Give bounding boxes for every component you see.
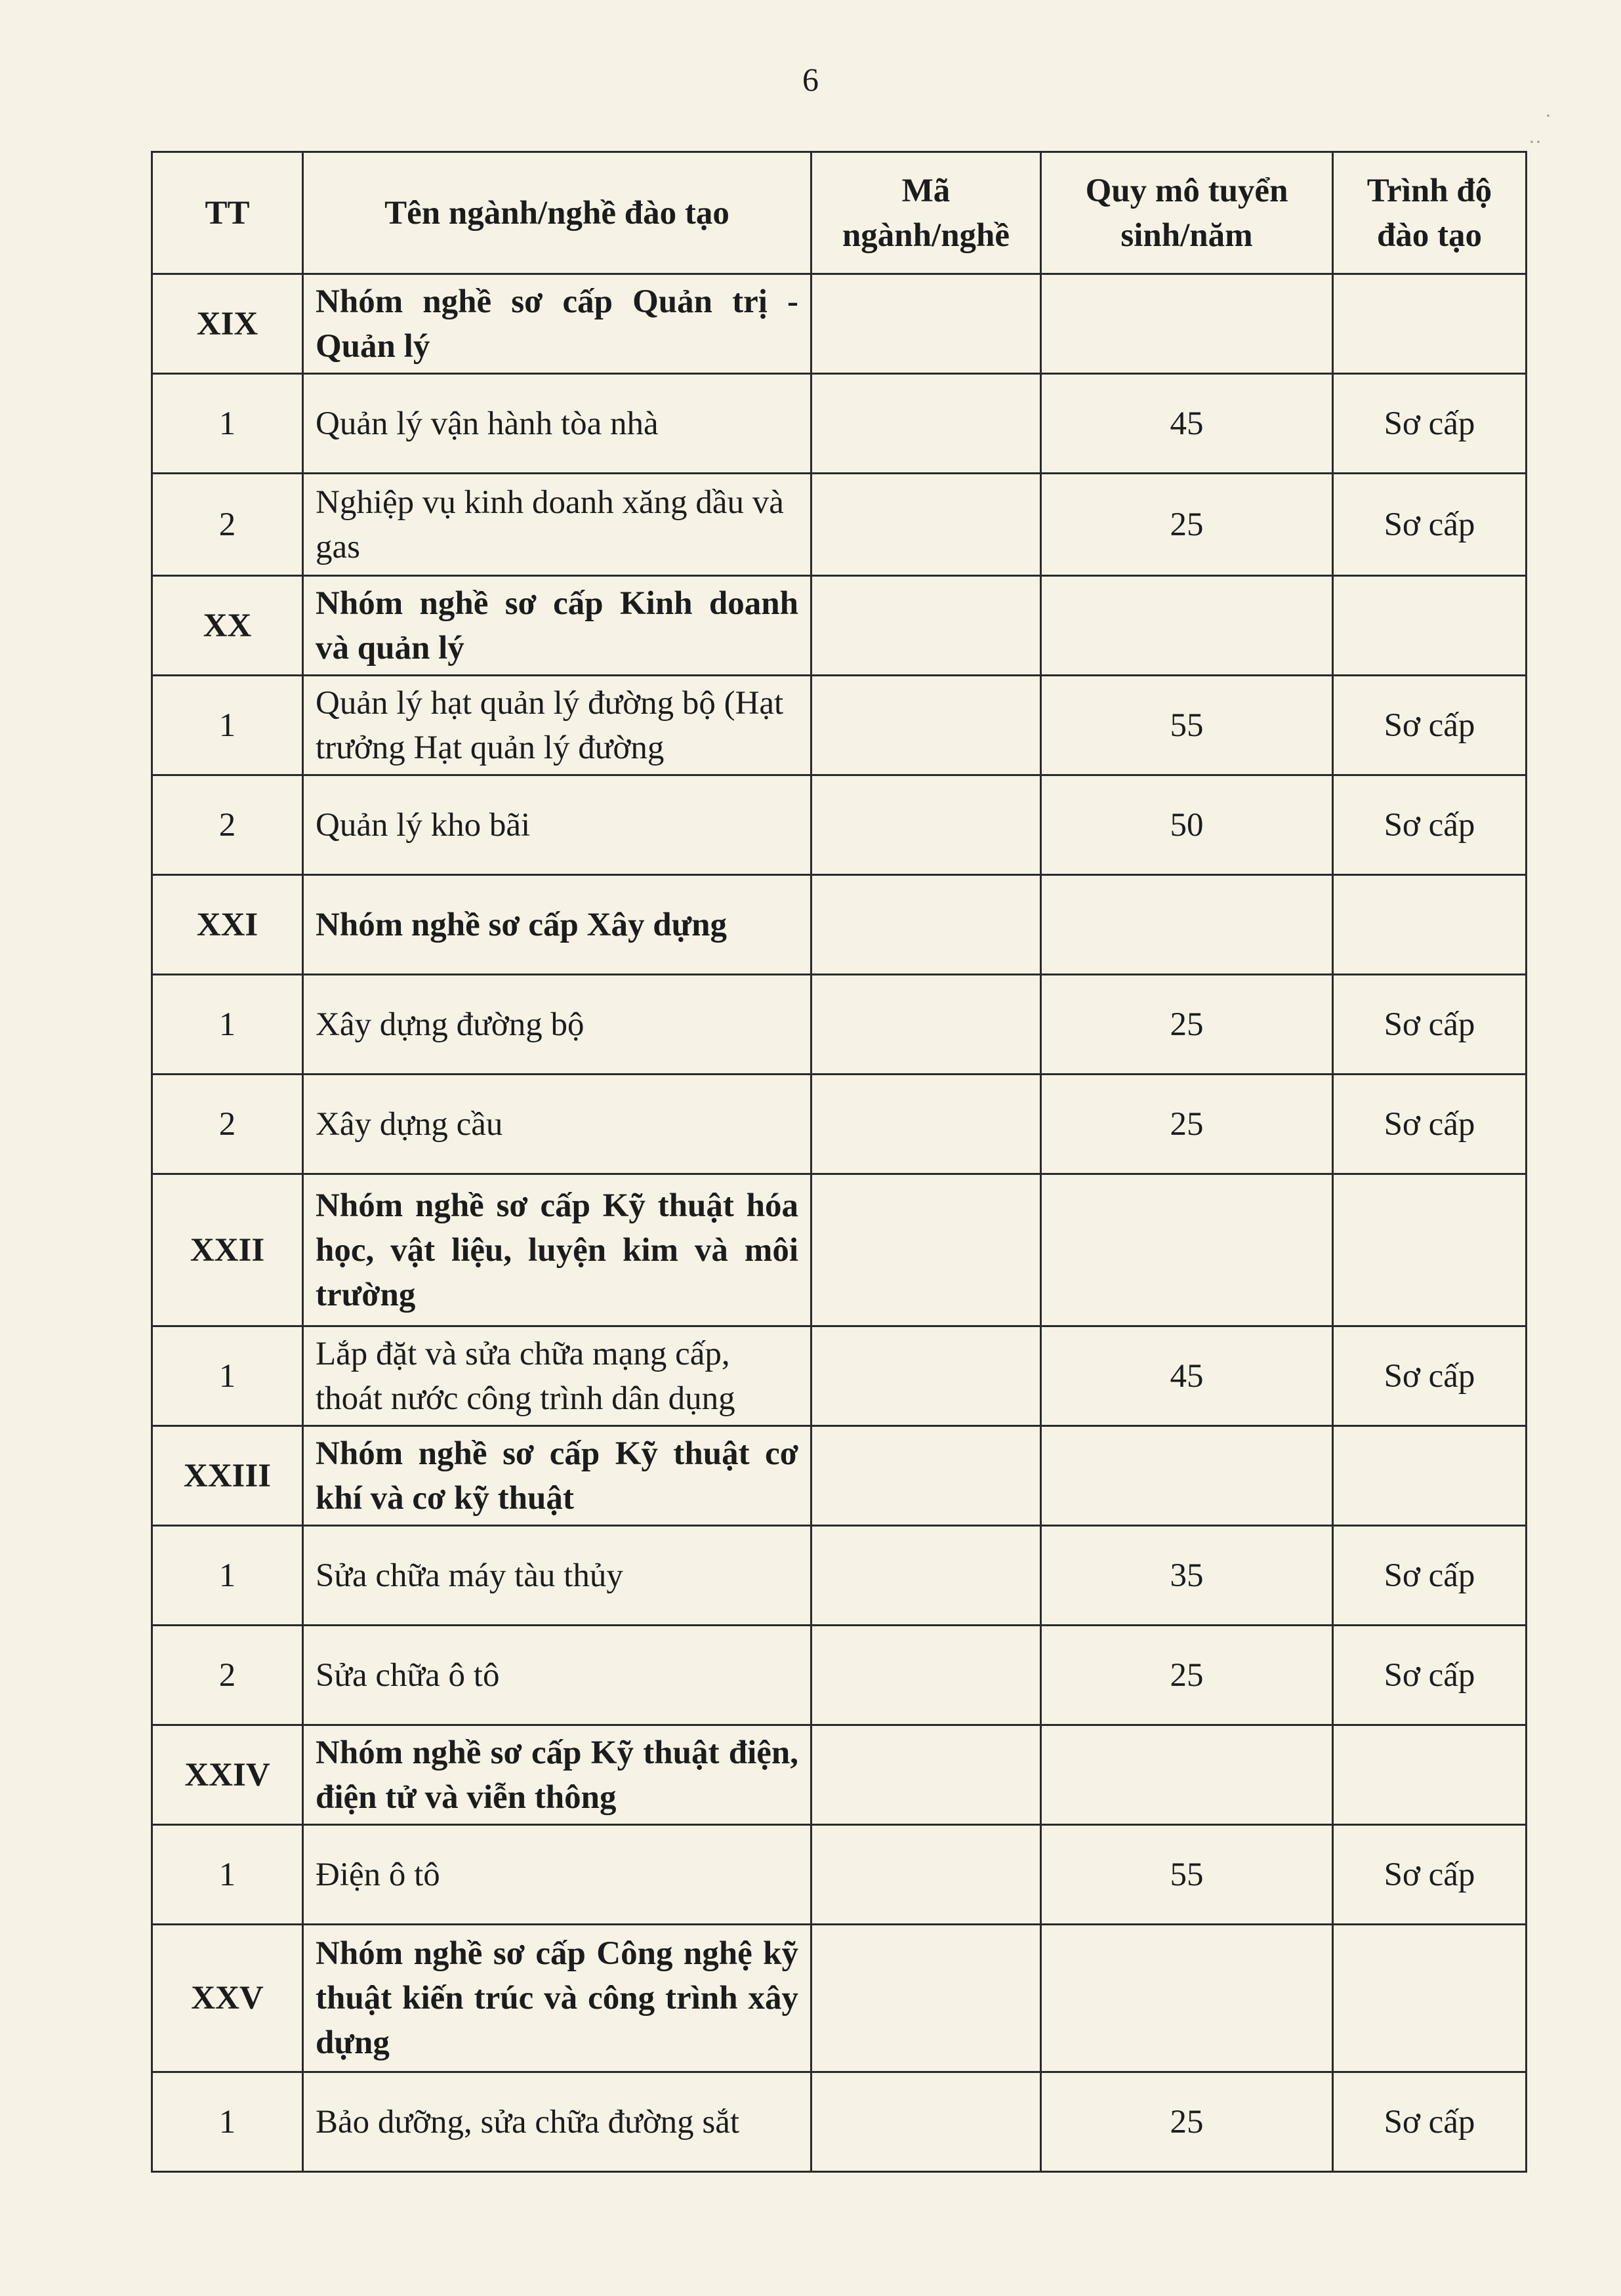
header-tt: TT — [152, 152, 303, 274]
cell-tt: XXIV — [152, 1725, 303, 1825]
cell-name: Nhóm nghề sơ cấp Xây dựng — [303, 875, 811, 975]
cell-level — [1333, 1725, 1527, 1825]
header-qty: Quy mô tuyển sinh/năm — [1041, 152, 1333, 274]
cell-level: Sơ cấp — [1333, 2072, 1527, 2172]
cell-name: Sửa chữa máy tàu thủy — [303, 1526, 811, 1626]
cell-tt: 1 — [152, 374, 303, 474]
header-code: Mã ngành/nghề — [811, 152, 1041, 274]
cell-name: Quản lý kho bãi — [303, 775, 811, 875]
cell-tt: 2 — [152, 775, 303, 875]
cell-code — [811, 1326, 1041, 1426]
cell-code — [811, 1725, 1041, 1825]
table-group-row — [152, 1426, 1527, 1526]
cell-code — [811, 1825, 1041, 1925]
cell-qty: 50 — [1041, 775, 1333, 875]
cell-level — [1333, 1426, 1527, 1526]
cell-level — [1333, 875, 1527, 975]
table-body — [152, 274, 1527, 2172]
table-group-row — [152, 1725, 1527, 1825]
training-programs-table — [151, 151, 1527, 2173]
cell-name: Xây dựng đường bộ — [303, 975, 811, 1075]
cell-code — [811, 775, 1041, 875]
cell-tt: XIX — [152, 274, 303, 374]
cell-code — [811, 1626, 1041, 1725]
cell-tt: 2 — [152, 1626, 303, 1725]
cell-level: Sơ cấp — [1333, 1825, 1527, 1925]
cell-level: Sơ cấp — [1333, 676, 1527, 775]
cell-level: Sơ cấp — [1333, 775, 1527, 875]
cell-qty — [1041, 1925, 1333, 2072]
cell-name: Nhóm nghề sơ cấp Kỹ thuật điện, điện tử và viễn thông — [303, 1725, 811, 1825]
table-row — [152, 474, 1527, 576]
cell-qty: 55 — [1041, 1825, 1333, 1925]
cell-code — [811, 1526, 1041, 1626]
table-group-row — [152, 1925, 1527, 2072]
cell-name: Xây dựng cầu — [303, 1075, 811, 1174]
cell-qty — [1041, 875, 1333, 975]
cell-level: Sơ cấp — [1333, 474, 1527, 576]
table-header-row — [152, 152, 1527, 274]
cell-tt: 1 — [152, 1825, 303, 1925]
cell-name: Quản lý vận hành tòa nhà — [303, 374, 811, 474]
table-row — [152, 1075, 1527, 1174]
cell-tt: 1 — [152, 1526, 303, 1626]
cell-qty — [1041, 274, 1333, 374]
cell-level: Sơ cấp — [1333, 374, 1527, 474]
cell-qty — [1041, 1174, 1333, 1326]
cell-name — [303, 676, 811, 775]
cell-qty: 25 — [1041, 975, 1333, 1075]
page-number: 6 — [802, 61, 819, 98]
cell-qty: 25 — [1041, 2072, 1333, 2172]
table-row — [152, 374, 1527, 474]
cell-qty: 25 — [1041, 474, 1333, 576]
cell-tt: XXI — [152, 875, 303, 975]
table-group-row — [152, 875, 1527, 975]
table-row — [152, 1326, 1527, 1426]
cell-code — [811, 374, 1041, 474]
cell-qty: 25 — [1041, 1626, 1333, 1725]
cell-qty — [1041, 576, 1333, 676]
table-row — [152, 676, 1527, 775]
table-row — [152, 1626, 1527, 1725]
cell-level — [1333, 274, 1527, 374]
cell-tt: 2 — [152, 1075, 303, 1174]
cell-name: Bảo dưỡng, sửa chữa đường sắt — [303, 2072, 811, 2172]
cell-level: Sơ cấp — [1333, 1075, 1527, 1174]
cell-level — [1333, 1174, 1527, 1326]
cell-tt: XXIII — [152, 1426, 303, 1526]
cell-name: Nhóm nghề sơ cấp Quản trị - Quản lý — [303, 274, 811, 374]
cell-qty — [1041, 1725, 1333, 1825]
scan-speck: ·· — [1529, 131, 1542, 153]
cell-code — [811, 576, 1041, 676]
cell-level: Sơ cấp — [1333, 975, 1527, 1075]
cell-tt: 1 — [152, 1326, 303, 1426]
cell-code — [811, 1925, 1041, 2072]
table-row — [152, 2072, 1527, 2172]
cell-tt: 1 — [152, 2072, 303, 2172]
cell-code — [811, 1426, 1041, 1526]
cell-name: Nhóm nghề sơ cấp Công nghệ kỹ thuật kiến trúc và công trình xây dựng — [303, 1925, 811, 2072]
cell-level — [1333, 1925, 1527, 2072]
table-row — [152, 1526, 1527, 1626]
cell-name: Sửa chữa ô tô — [303, 1626, 811, 1725]
cell-qty: 35 — [1041, 1526, 1333, 1626]
cell-tt: XXII — [152, 1174, 303, 1326]
table-group-row — [152, 274, 1527, 374]
cell-tt: XXV — [152, 1925, 303, 2072]
cell-tt: XX — [152, 576, 303, 676]
cell-qty: 45 — [1041, 1326, 1333, 1426]
cell-name: Nhóm nghề sơ cấp Kỹ thuật hóa học, vật liệu, luyện kim và môi trường — [303, 1174, 811, 1326]
table-group-row — [152, 576, 1527, 676]
cell-qty: 55 — [1041, 676, 1333, 775]
cell-name: Điện ô tô — [303, 1825, 811, 1925]
cell-level — [1333, 576, 1527, 676]
header-name: Tên ngành/nghề đào tạo — [303, 152, 811, 274]
cell-level: Sơ cấp — [1333, 1626, 1527, 1725]
cell-code — [811, 1075, 1041, 1174]
table-row — [152, 1825, 1527, 1925]
cell-qty: 25 — [1041, 1075, 1333, 1174]
cell-name: Nhóm nghề sơ cấp Kinh doanh và quản lý — [303, 576, 811, 676]
cell-tt: 1 — [152, 975, 303, 1075]
cell-name: Lắp đặt và sửa chữa mạng cấp, thoát nước công trình dân dụng — [303, 1326, 811, 1426]
table-row — [152, 975, 1527, 1075]
cell-code — [811, 474, 1041, 576]
cell-name: Nhóm nghề sơ cấp Kỹ thuật cơ khí và cơ kỹ thuật — [303, 1426, 811, 1526]
table-group-row — [152, 1174, 1527, 1326]
cell-code — [811, 274, 1041, 374]
cell-level: Sơ cấp — [1333, 1326, 1527, 1426]
cell-code — [811, 1174, 1041, 1326]
table-row — [152, 775, 1527, 875]
header-level: Trình độ đào tạo — [1333, 152, 1527, 274]
cell-code — [811, 2072, 1041, 2172]
cell-qty: 45 — [1041, 374, 1333, 474]
cell-tt: 1 — [152, 676, 303, 775]
cell-tt: 2 — [152, 474, 303, 576]
scan-speck: · — [1545, 105, 1551, 127]
cell-qty — [1041, 1426, 1333, 1526]
cell-code — [811, 975, 1041, 1075]
cell-name: Nghiệp vụ kinh doanh xăng dầu và gas — [303, 474, 811, 576]
cell-name-text: Quản lý hạt quản lý đường bộ (Hạt trưởng Hạt quản lý đường — [316, 684, 784, 766]
cell-code — [811, 676, 1041, 775]
cell-level: Sơ cấp — [1333, 1526, 1527, 1626]
cell-code — [811, 875, 1041, 975]
